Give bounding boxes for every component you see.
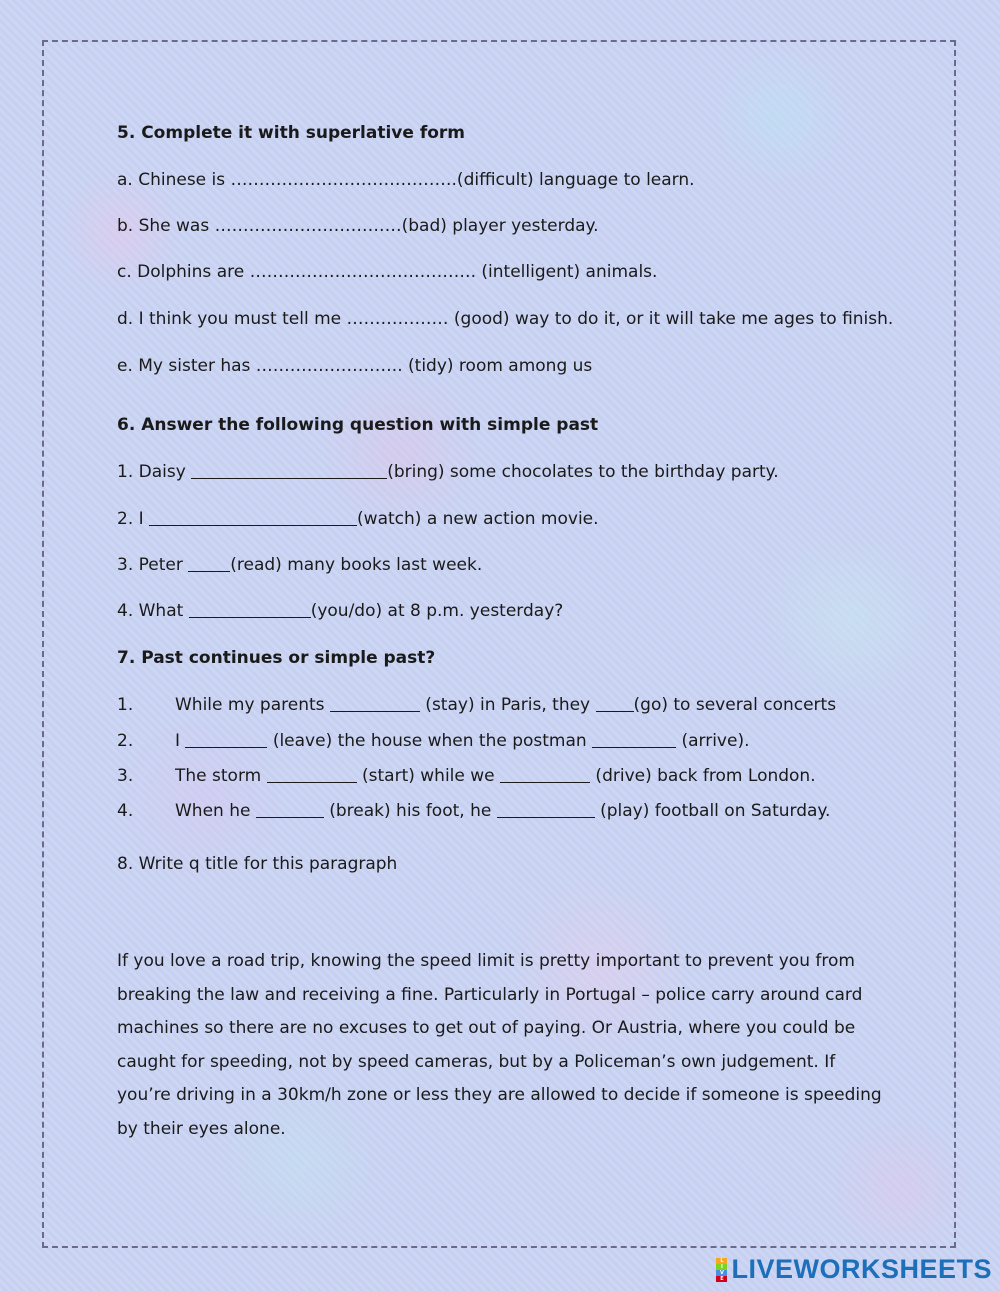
answer-blank[interactable]	[500, 766, 590, 783]
section5-item-c: c. Dolphins are …………………………………. (intelligent) animals.	[117, 262, 658, 282]
question-text: 3. Peter	[117, 555, 189, 575]
item-text: (drive) back from London.	[590, 766, 816, 786]
item-text: (stay) in Paris, they	[419, 695, 596, 715]
logo-text: LIVEWORKSHEETS	[731, 1254, 992, 1284]
section5-item-d: d. I think you must tell me ……………… (good) way to do it, or it will take me ages to finish.	[117, 309, 894, 329]
section7-item-2	[117, 730, 750, 752]
section6-heading: 6. Answer the following question with simple past	[117, 415, 599, 435]
section6-question-3	[117, 554, 482, 576]
answer-blank[interactable]	[267, 766, 357, 783]
item-text: I	[175, 731, 186, 751]
item-number: 4.	[117, 801, 134, 821]
section7-item-3	[117, 765, 816, 787]
section8-paragraph: If you love a road trip, knowing the speed limit is pretty important to prevent you from breaking the law and receiving a fine. Particularly in Portugal – police carry around card machines so there are no excuses to get out of paying. Or Austria, where you could be caught for speeding, not by speed cameras, but by a Policeman’s own judgement. If you’re driving in a 30km/h zone or less they are allowed to decide if someone is speeding by their eyes alone.	[117, 951, 882, 1139]
section5-heading: 5. Complete it with superlative form	[117, 123, 465, 143]
question-text: 4. What	[117, 601, 189, 621]
item-text: While my parents	[175, 695, 330, 715]
logo-letter: L	[716, 1258, 727, 1264]
answer-blank[interactable]	[189, 601, 311, 618]
section8-heading: 8. Write q title for this paragraph	[117, 854, 398, 874]
question-text: (read) many books last week.	[230, 555, 483, 575]
answer-blank[interactable]	[149, 509, 357, 526]
answer-blank[interactable]	[330, 695, 420, 712]
section5-item-e: e. My sister has …………………….. (tidy) room among us	[117, 356, 593, 376]
logo-letter: E	[716, 1276, 727, 1282]
answer-blank[interactable]	[185, 731, 267, 748]
question-text: (bring) some chocolates to the birthday party.	[387, 462, 779, 482]
item-text: (start) while we	[356, 766, 501, 786]
answer-blank[interactable]	[592, 731, 676, 748]
section5-item-b: b. She was ……………………………(bad) player yesterday.	[117, 216, 599, 236]
liveworksheets-logo	[716, 1254, 992, 1285]
section7-item-1	[117, 694, 836, 716]
section7-heading: 7. Past continues or simple past?	[117, 648, 436, 668]
answer-blank[interactable]	[191, 462, 387, 479]
logo-letter: I	[716, 1264, 727, 1270]
item-number: 3.	[117, 766, 134, 786]
logo-mark-icon	[716, 1258, 727, 1282]
item-number: 1.	[117, 695, 134, 715]
question-text: (you/do) at 8 p.m. yesterday?	[310, 601, 564, 621]
question-text: 2. I	[117, 509, 150, 529]
question-text: (watch) a new action movie.	[357, 509, 599, 529]
answer-blank[interactable]	[596, 695, 634, 712]
question-text: 1. Daisy	[117, 462, 192, 482]
logo-letter: V	[716, 1270, 727, 1276]
item-number: 2.	[117, 731, 134, 751]
item-text: (break) his foot, he	[323, 801, 497, 821]
answer-blank[interactable]	[256, 801, 324, 818]
answer-blank[interactable]	[497, 801, 595, 818]
item-text: (leave) the house when the postman	[267, 731, 593, 751]
answer-blank[interactable]	[188, 555, 230, 572]
item-text: When he	[175, 801, 256, 821]
item-text: (go) to several concerts	[633, 695, 837, 715]
item-text: (play) football on Saturday.	[594, 801, 831, 821]
section6-question-2	[117, 508, 599, 530]
section6-question-1	[117, 461, 779, 483]
section7-item-4	[117, 800, 830, 822]
section5-item-a: a. Chinese is ………………………………….(difficult) language to learn.	[117, 170, 695, 190]
item-text: (arrive).	[676, 731, 750, 751]
section6-question-4	[117, 600, 563, 622]
item-text: The storm	[175, 766, 267, 786]
